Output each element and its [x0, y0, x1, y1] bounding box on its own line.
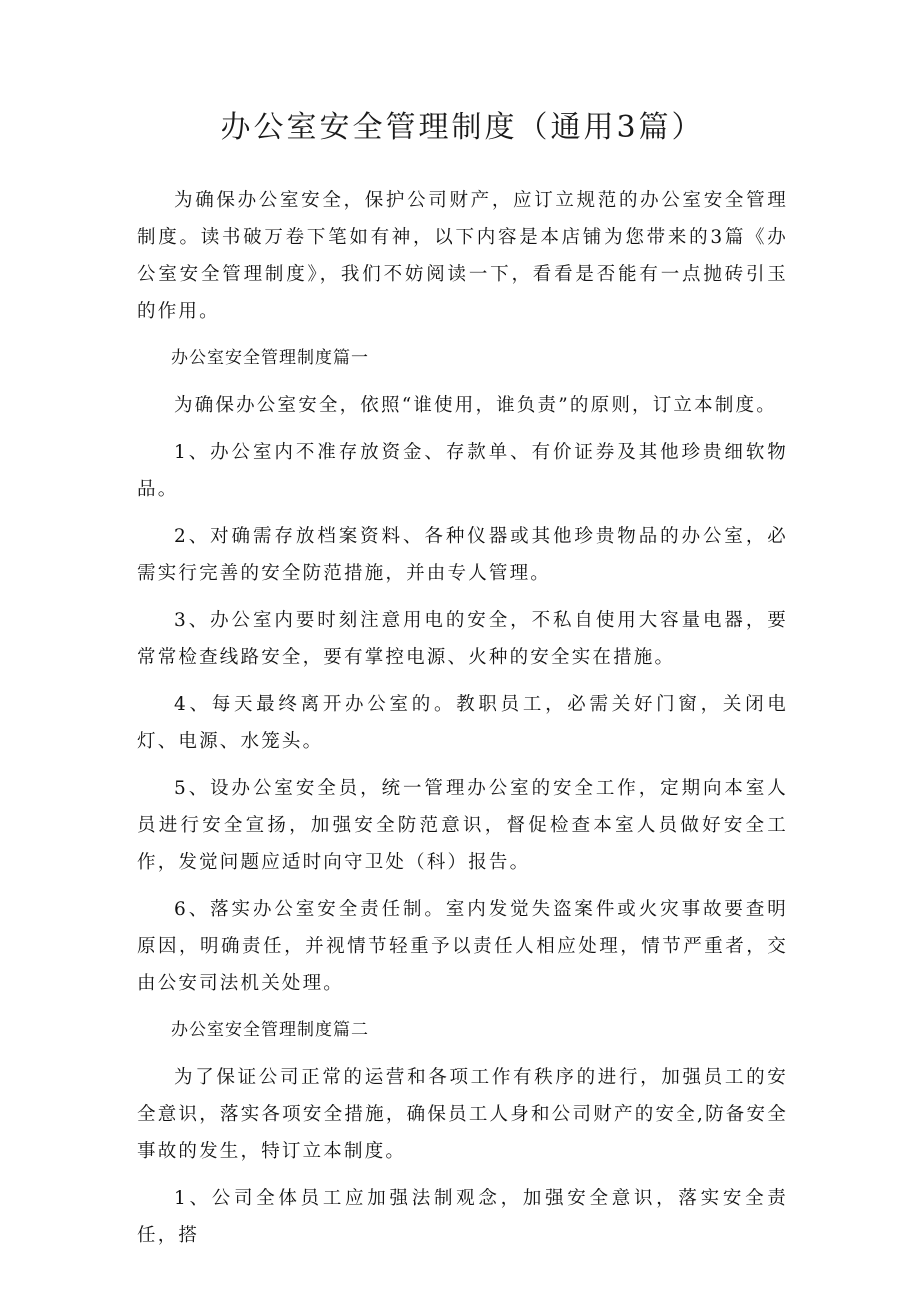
section-heading-1: 办公室安全管理制度篇一 — [171, 348, 369, 368]
rule-item-5: 5、设办公室安全员，统一管理办公室的安全工作，定期向本室人员进行安全宣扬，加强安全防范意识，督促检查本室人员做好安全工作，发觉问题应适时向守卫处（科）报告。 — [137, 778, 788, 873]
rule-item-6: 6、落实办公室安全责任制。室内发觉失盗案件或火灾事故要查明原因，明确责任，并视情节轻重予以责任人相应处理，情节严重者，交由公安司法机关处理。 — [137, 899, 788, 994]
rule-item-3: 3、办公室内要时刻注意用电的安全，不私自使用大容量电器，要常常检查线路安全，要有掌控电源、火种的安全实在措施。 — [137, 610, 788, 668]
document-title: 办公室安全管理制度（通用3篇） — [220, 110, 705, 145]
paragraph-principle: 为确保办公室安全，依照“谁使用，谁负责”的原则，订立本制度。 — [174, 395, 777, 416]
rule-item-1: 1、办公室内不准存放资金、存款单、有价证券及其他珍贵细软物品。 — [137, 442, 788, 500]
section2-rule-item-1: 1、公司全体员工应加强法制观念，加强安全意识，落实安全责任，搭 — [137, 1188, 788, 1246]
rule-item-4: 4、每天最终离开办公室的。教职员工，必需关好门窗，关闭电灯、电源、水笼头。 — [137, 694, 788, 752]
rule-item-2: 2、对确需存放档案资料、各种仪器或其他珍贵物品的办公室，必需实行完善的安全防范措施，并由专人管理。 — [137, 526, 788, 584]
intro-paragraph: 为确保办公室安全，保护公司财产，应订立规范的办公室安全管理制度。读书破万卷下笔如有神，以下内容是本店铺为您带来的3篇《办公室安全管理制度》，我们不妨阅读一下，看看是否能有一点抛砖引玉的作用。 — [137, 190, 788, 322]
section2-intro-paragraph: 为了保证公司正常的运营和各项工作有秩序的进行，加强员工的安全意识，落实各项安全措施，确保员工人身和公司财产的安全,防备安全事故的发生，特订立本制度。 — [137, 1067, 788, 1162]
section-heading-2: 办公室安全管理制度篇二 — [171, 1020, 369, 1040]
